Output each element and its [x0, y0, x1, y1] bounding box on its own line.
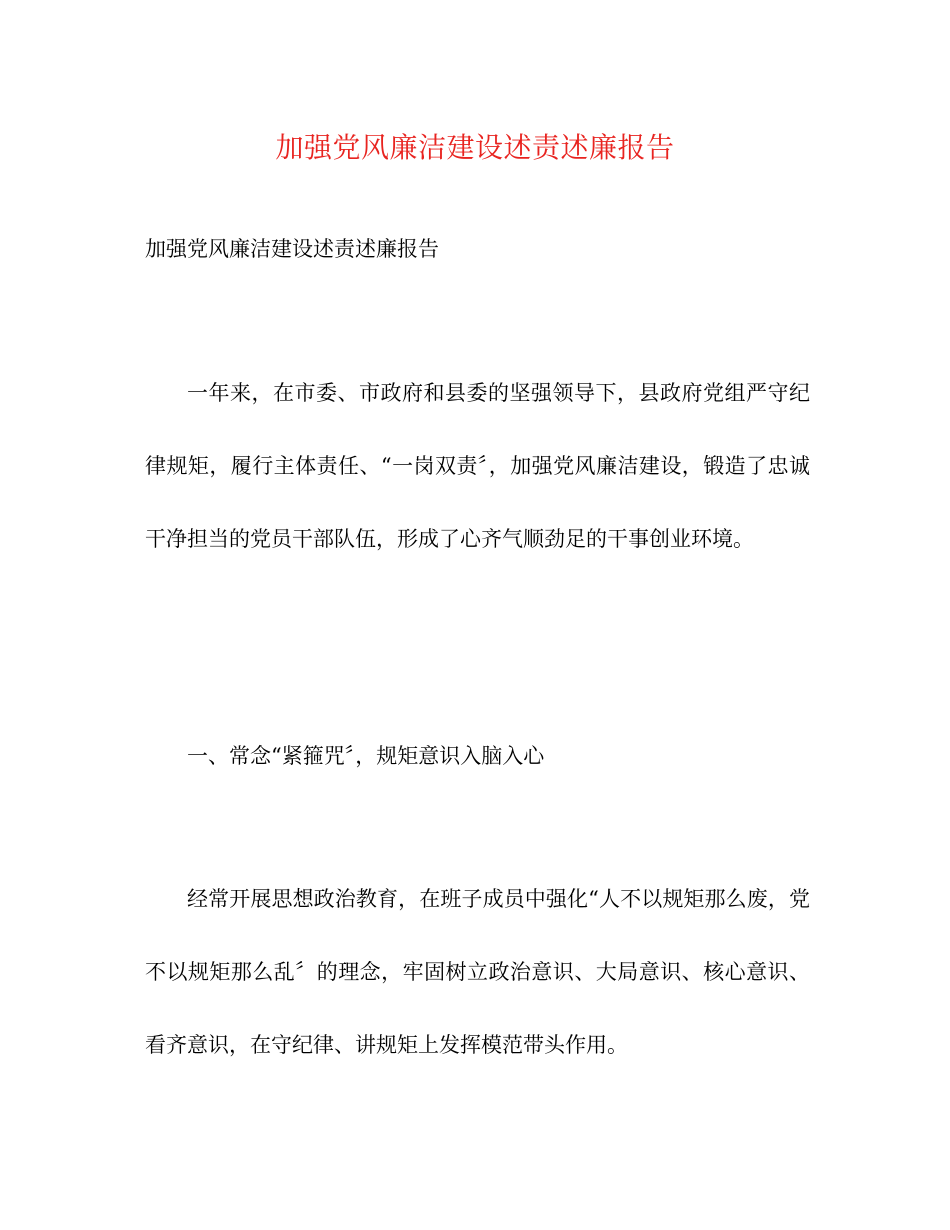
paragraph-intro: 一年来，在市委、市政府和县委的坚强领导下，县政府党组严守纪律规矩，履行主体责任、“一岗双责〞，加强党风廉洁建设，锻造了忠诚干净担当的党员干部队伍，形成了心齐气顺劲足的干事创业环境。	[145, 381, 810, 551]
section-heading-1: 一、常念“紧箍咒〞，规矩意识入脑入心	[187, 744, 545, 768]
document-subtitle: 加强党风廉洁建设述责述廉报告	[145, 237, 439, 261]
paragraph-section-1: 经常开展思想政治教育，在班子成员中强化“人不以规矩那么废，党不以规矩那么乱〞的理念，牢固树立政治意识、大局意识、核心意识、看齐意识，在守纪律、讲规矩上发挥模范带头作用。	[145, 887, 810, 1057]
document-title: 加强党风廉洁建设述责述廉报告	[275, 131, 675, 164]
